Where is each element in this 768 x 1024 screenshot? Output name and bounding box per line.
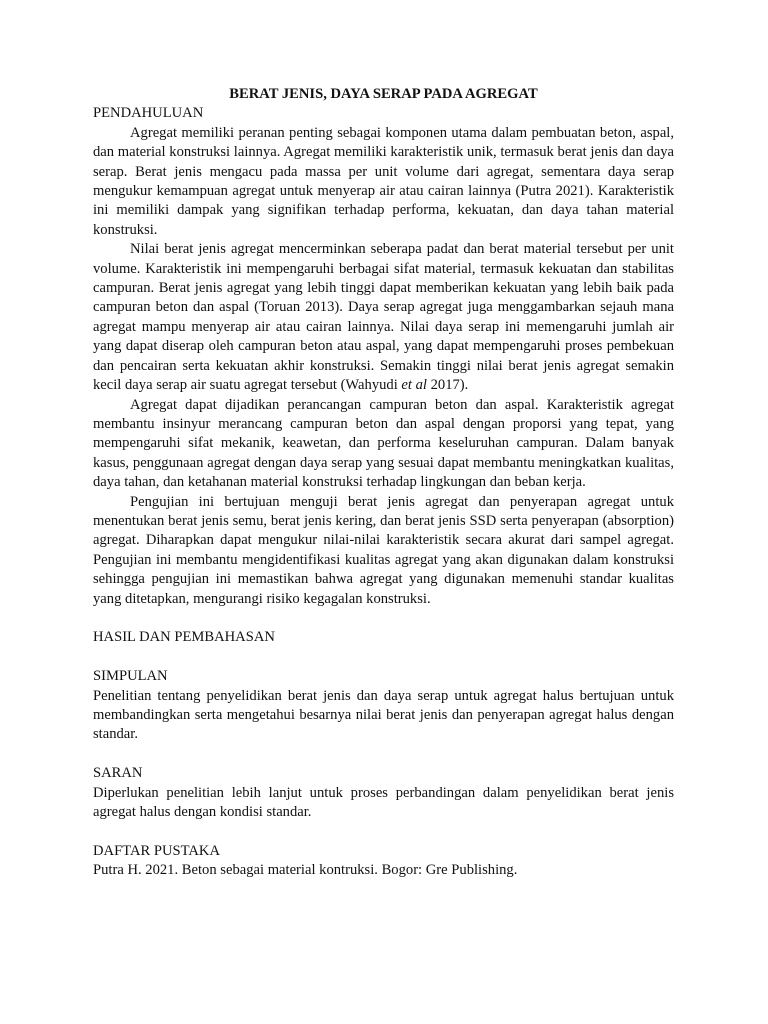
results-heading: HASIL DAN PEMBAHASAN bbox=[93, 629, 275, 646]
references-heading: DAFTAR PUSTAKA bbox=[93, 842, 220, 859]
intro-paragraph-1: Agregat memiliki peranan penting sebagai komponen utama dalam pembuatan beton, aspal, dan material konstruksi lainnya. Agregat memiliki karakteristik unik, termasuk berat jenis dan daya serap. Berat jenis mengacu pada massa per unit volume dari agregat, sementara daya serap mengukur kemampuan agregat untuk menyerap air atau cairan lainnya (Putra 2021). Karakteristik ini memiliki dampak yang signifikan terhadap performa, kekuatan, dan daya tahan material konstruksi. bbox=[93, 124, 674, 238]
conclusion-text: Penelitian tentang penyelidikan berat jenis dan daya serap untuk agregat halus bertujuan untuk membandingkan serta mengetahui besarnya nilai berat jenis dan penyerapan agregat halus dengan standar. bbox=[93, 687, 674, 743]
paragraph-text-end: 2017). bbox=[426, 377, 469, 394]
intro-paragraph-4: Pengujian ini bertujuan menguji berat jenis agregat dan penyerapan agregat untuk menentukan berat jenis semu, berat jenis kering, dan berat jenis SSD serta penyerapan (absorption) agregat. Diharapkan dapat mengukur nilai-nilai karakteristik secara akurat dari sampel agregat. Pengujian ini membantu mengidentifikasi kualitas agregat yang akan digunakan dalam konstruksi sehingga pengujian ini memastikan bahwa agregat yang digunakan memenuhi standar kualitas yang ditetapkan, mengurangi risiko kegagalan konstruksi. bbox=[93, 493, 674, 607]
suggestion-text: Diperlukan penelitian lebih lanjut untuk proses perbandingan dalam penyelidikan berat jenis agregat halus dengan kondisi standar. bbox=[93, 784, 674, 820]
reference-item: Putra H. 2021. Beton sebagai material kontruksi. Bogor: Gre Publishing. bbox=[93, 862, 518, 879]
document-page bbox=[93, 85, 674, 881]
intro-heading: PENDAHULUAN bbox=[93, 105, 204, 122]
italic-citation: et al bbox=[401, 377, 427, 394]
intro-paragraph-2 bbox=[93, 240, 674, 395]
paragraph-text: Nilai berat jenis agregat mencerminkan seberapa padat dan berat material tersebut per unit volume. Karakteristik ini mempengaruhi berbagai sifat material, termasuk kekuatan dan stabilitas campuran. Berat jenis agregat yang lebih tinggi dapat memberikan kekuatan yang lebih baik pada campuran beton dan aspal (Toruan 2013). Daya serap agregat juga menggambarkan sejauh mana agregat mampu menyerap air atau cairan lainnya. Nilai daya serap ini memengaruhi jumlah air yang dapat diserap oleh campuran beton atau aspal, yang dapat mempengaruhi proses pembekuan dan pencairan serta kekuatan akhir konstruksi. Semakin tinggi nilai berat jenis agregat semakin kecil daya serap air suatu agregat tersebut (Wahyudi bbox=[93, 241, 674, 394]
intro-paragraph-3: Agregat dapat dijadikan perancangan campuran beton dan aspal. Karakteristik agregat membantu insinyur merancang campuran beton dan aspal dengan proporsi yang tepat, yang mempengaruhi sifat mekanik, keawetan, dan performa keseluruhan campuran. Dalam banyak kasus, penggunaan agregat dengan daya serap yang sesuai dapat membantu meningkatkan kualitas, daya tahan, dan ketahanan material konstruksi terhadap lingkungan dan beban kerja. bbox=[93, 396, 674, 491]
conclusion-heading: SIMPULAN bbox=[93, 668, 168, 685]
suggestion-heading: SARAN bbox=[93, 765, 143, 782]
document-title: BERAT JENIS, DAYA SERAP PADA AGREGAT bbox=[229, 86, 538, 102]
